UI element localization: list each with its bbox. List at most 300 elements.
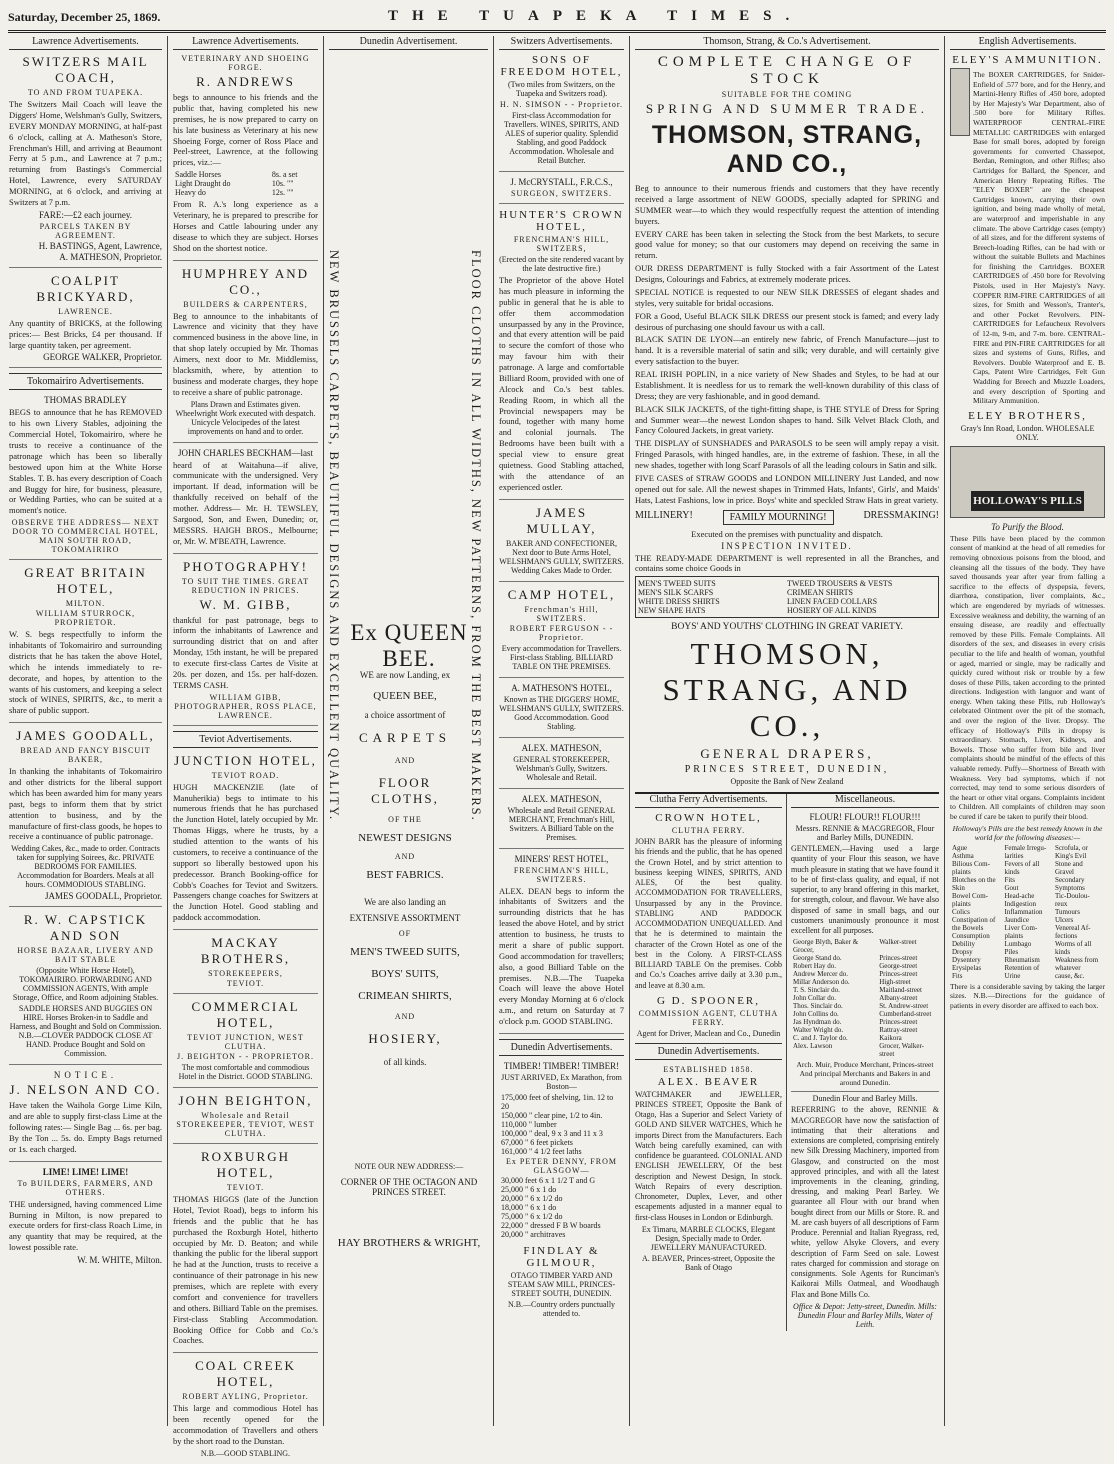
ad-veterinary [173, 54, 318, 261]
list-left [638, 579, 787, 615]
ad-note: N.B.—Country orders punctually attended to. [507, 1299, 616, 1318]
ad-subtitle: TO SUIT THE TIMES. GREAT REDUCTION IN PRICES. [181, 576, 310, 595]
cell: Princes-street [879, 954, 918, 963]
list-item: NEW SHAPE HATS [638, 606, 706, 616]
ad-title: THOMAS BRADLEY [44, 395, 127, 406]
cell: Head-ache [1004, 891, 1035, 900]
cell: John Collar do. [793, 994, 836, 1003]
cartridge-image [950, 68, 970, 136]
bottom-split [635, 792, 939, 1331]
cell: Alex. Lawson [793, 1042, 833, 1051]
ad-title: PHOTOGRAPHY! [183, 558, 308, 574]
cell: Erysipelas [952, 963, 982, 972]
ad-subtitle: TO AND FROM TUAPEKA. [27, 88, 144, 97]
cell: reux [1054, 899, 1068, 908]
cell: Walker-street [879, 938, 917, 947]
ad-name: R. ANDREWS [196, 74, 295, 89]
ad-title: VETERINARY AND SHOEING FORGE. [181, 54, 310, 72]
ad-mackay [173, 935, 318, 994]
ad-roxburgh-hotel [173, 1149, 318, 1353]
ad-title: ELEY'S AMMUNITION. [952, 54, 1103, 66]
ad-paragraph: EVERY CARE has been taken in selecting the Stock from the best Markets, to secure good value for money; so that our customers may depend on receiving the same in return. [635, 228, 939, 261]
table-row [950, 908, 1105, 916]
ad-body: GENTLEMEN,—Having used a large quantity of your Flour this season, we have much pleasure in stating that we have found it to be of first-class quality, and equal, if not superior, to any brand offering in this market, for strength, colour, and flavour. We have also disposed of same in small bags, and our customers unanimously pronounce it most excellent for all purposes. [791, 844, 939, 936]
ad-title: JUNCTION HOTEL, [174, 752, 317, 768]
ad-title: COMMERCIAL HOTEL, [191, 999, 300, 1030]
column-lawrence-2 [168, 36, 324, 1458]
ad-note: N.B.—GOOD STABLING. [200, 1448, 291, 1458]
cell: Fits [952, 971, 963, 980]
ad-title: HUMPHREY AND CO., [181, 265, 310, 297]
cell: Jaundice [1004, 915, 1029, 924]
ad-body: The most comfortable and commodious Hotel in the District. GOOD STABLING. [178, 1063, 313, 1081]
ad-capstick [9, 912, 162, 1065]
table-row [950, 892, 1105, 900]
ad-title: SONS OF FREEDOM HOTEL, [500, 54, 623, 78]
ad-line: We are also landing an [364, 897, 446, 907]
ad-proprietor: ROBERT AYLING, Proprietor. [182, 1392, 309, 1402]
cell: Scrofula, or [1054, 843, 1088, 852]
cell: Saddle Horses [175, 170, 221, 180]
ad-headline: SPRING AND SUMMER TRADE. [645, 101, 929, 116]
table-row [499, 1185, 624, 1194]
queen-bee-footer [330, 1160, 488, 1251]
testimonial-table [791, 938, 939, 1058]
ad-title: J. NELSON AND CO. [9, 1082, 162, 1098]
table-row [950, 932, 1105, 940]
cell: Colics [952, 907, 970, 916]
ad-subtitle: FRENCHMAN'S HILL, SWITZERS. [513, 865, 610, 884]
section-header: Dunedin Advertisements. [635, 1043, 782, 1060]
section-header: English Advertisements. [950, 36, 1105, 50]
cell: George Stand do. [793, 954, 842, 963]
section-header: Lawrence Advertisements. [173, 36, 318, 50]
ad-body: This large and commodious Hotel has been recently opened for the accommodation of Travellers and others by the short road to the Dunstan. [173, 1403, 318, 1446]
price-table [173, 170, 318, 197]
issue-date: Saturday, December 25, 1869. [8, 10, 161, 24]
table-row [499, 1212, 624, 1221]
cell: kinds [1054, 947, 1071, 956]
ad-subtitle: Wholesale and Retail STOREKEEPER, TEVIOT, WEST CLUTHA. [176, 1111, 315, 1138]
table-row [791, 994, 939, 1002]
ad-commercial-hotel [173, 999, 318, 1088]
table-row [173, 179, 318, 188]
ad-subtitle: TEVIOT. [226, 1183, 265, 1192]
ad-address: OBSERVE THE ADDRESS— NEXT DOOR TO COMMERCIAL HOTEL, MAIN SOUTH ROAD, TOKOMAIRIRO [11, 518, 160, 555]
cell: Constipation of [952, 915, 996, 924]
table-row [950, 844, 1105, 852]
ad-subtitle: BREAD AND FANCY BISCUIT BAKER, [20, 746, 151, 765]
ad-location: TEVIOT. [226, 979, 265, 988]
table-row [950, 868, 1105, 876]
ad-line: NEWEST DESIGNS [358, 832, 452, 844]
cell: Dropsy [952, 947, 973, 956]
ad-subtitle: CLUTHA FERRY. [671, 826, 746, 836]
cell: 110,000 " lumber [501, 1119, 557, 1129]
cell: Stone and [1054, 859, 1083, 868]
ad-line: OF [398, 929, 412, 938]
cell: plaints [952, 899, 971, 908]
ad-title: CROWN HOTEL, [655, 812, 762, 825]
ad-subtitle: BAKER AND CONFECTIONER, Next door to Bute Arms Hotel, WELSHMAN'S GULLY, SWITZERS. Wedding Cakes Made to Order. [499, 538, 624, 575]
ad-line: MEN'S TWEED SUITS, [350, 946, 460, 958]
table-row [499, 1093, 624, 1111]
ad-title: ROXBURGH HOTEL, [201, 1149, 290, 1180]
cell: cause, &c. [1054, 971, 1085, 980]
ad-subtitle: BUILDERS & CARPENTERS, [183, 299, 308, 309]
ad-footer: Office & Depot: Jetty-street, Dunedin. Mills: Dunedin Flour and Barley Mills, Water of Leith. [793, 1301, 937, 1329]
disease-table [950, 844, 1105, 980]
ad-title: ALEX. BEAVER [657, 1075, 760, 1088]
queen-bee-ad [346, 668, 464, 1069]
section-header: Dunedin Advertisement. [329, 36, 488, 50]
ad-mccrystall [499, 177, 624, 204]
ad-body: The Proprietor of the above Hotel has much pleasure in informing the public in general that he is able to offer them accommodation unsurpassed by any in the Province, and that every attention will be paid to secure the comfort of those who may favour him with their patronage. A large and comfortable Billiard Room, provided with one of Alcock and Co.'s best tables. Reading Room, in which all the Provincial newspapers may be found, together with many home and colonial journals. The Bedrooms have been built with a special view to ensure great quietness. Good Stabling attached, with the attendance of an experienced ostler. [499, 275, 624, 492]
ad-title: GREAT BRITAIN HOTEL, [24, 565, 147, 597]
ad-subtitle: SUITABLE FOR THE COMING [721, 90, 853, 99]
cell: Gravel [1054, 867, 1074, 876]
millinery-row [635, 510, 939, 525]
cell: 150,000 " clear pine, 1/2 to 4in. [501, 1110, 603, 1120]
list-right [787, 579, 936, 615]
holloway-engraving [950, 446, 1105, 518]
ad-signature: GEORGE WALKER, Proprietor. [43, 352, 162, 363]
ad-title: CAMP HOTEL, [507, 586, 616, 602]
cell: Skin [952, 883, 965, 892]
ad-coal-creek-hotel [173, 1358, 318, 1464]
table-row [950, 940, 1105, 948]
column-english [945, 36, 1110, 1426]
ad-body: Beg to announce to the inhabitants of Lawrence and vicinity that they have commenced business in the above line, in that shop lately occupied by Mr. Thomas Aimers, next door to Mr. Middlemiss, blacksmith, where, by attention to business and moderate charges, they hope to receive a share of public patronage. [173, 310, 318, 397]
table-row [950, 964, 1105, 972]
ad-sons-of-freedom [499, 54, 624, 172]
ad-note: NOTE OUR NEW ADDRESS:— [354, 1162, 464, 1171]
table-row [791, 1042, 939, 1058]
cell: 22,000 " dressed F B W boards [501, 1220, 601, 1230]
ad-note: BOYS' AND YOUTHS' CLOTHING IN GREAT VARIETY. [671, 622, 903, 633]
ad-lime [9, 1167, 162, 1270]
ad-subtitle: Messrs. RENNIE & MACGREGOR, Flour and Barley Mills, DUNEDIN. [795, 824, 935, 843]
ad-body: THE undersigned, having commenced Lime Burning in Milton, is now prepared to execute orders for first-class Roach Lime, in any quantity that may be required, at the lowest possible rate. [9, 1198, 162, 1253]
ad-body: Beg to announce to their numerous friends and customers that they have recently received a large assortment of NEW GOODS, specially adapted for SPRING and SUMMER wear—to which they would respectfully request the attention of intending buyers. [635, 183, 939, 226]
rotated-floorcloths-text: FLOOR CLOTHS IN ALL WIDTHS, NEW PATTERNS, FROM THE BEST MAKERS. [469, 250, 483, 822]
ad-paragraph: THE DISPLAY of SUNSHADES and PARASOLS to be seen will amply repay a visit. Fringed Parasols, with hinged handles, are, in the extreme of fashion. These, in all the new shades, together with long Scarf Parasols of all the leading colours in Satin and silk. [635, 438, 939, 470]
cell: Albany-street [879, 994, 918, 1003]
table-row [950, 972, 1105, 980]
ad-headline: COMPLETE CHANGE OF STOCK [657, 54, 917, 87]
queen-bee-title: Ex QUEEN BEE. [350, 620, 468, 671]
ad-proprietor: J. BEIGHTON - - PROPRIETOR. [177, 1052, 314, 1061]
ad-note: PARCELS TAKEN BY AGREEMENT. [39, 221, 132, 240]
ad-title: HUNTER'S CROWN HOTEL, [499, 209, 624, 233]
ad-address: PRINCES STREET, DUNEDIN, [684, 764, 890, 776]
ad-body: Any quantity of BRICKS, at the following prices:— Best Bricks, £4 per thousand. If large quantity taken, per agreement. [9, 317, 162, 350]
cell: 75,000 " 6 x 1/2 do [501, 1211, 563, 1221]
cell: Weakness from [1054, 955, 1099, 964]
timber-table [499, 1093, 624, 1156]
table-row [173, 170, 318, 179]
ad-subtitle: Known as THE DIGGERS' HOME, WELSHMAN'S GULLY, SWITZERS. Good Accommodation. Good Stabling. [499, 694, 624, 731]
table-row [791, 986, 939, 994]
ad-nelson [9, 1070, 162, 1161]
ad-note: INSPECTION INVITED. [721, 540, 853, 551]
cell: Venereal Af- [1054, 923, 1091, 932]
ad-proprietor: ROBERT FERGUSON - - Proprietor. [509, 623, 614, 642]
ad-subtitle: COMMISSION AGENT, CLUTHA FERRY. [638, 1008, 779, 1027]
mourning-label: FAMILY MOURNING! [723, 510, 834, 525]
list-item: HOSIERY OF ALL KINDS [787, 606, 877, 616]
ad-body: thankful for past patronage, begs to inform the inhabitants of Lawrence and surrounding district that on and after Monday, 15th instant, he will be prepared to execute first-class Cartes de Visite at 20s. per dozen, and 15s. per half-dozen. TERMS CASH. [173, 614, 318, 690]
rotated-carpets-text: NEW BRUSSELS CARPETS, BEAUTIFUL DESIGNS AND EXCELLENT QUALITY. [327, 250, 341, 822]
cell: Lumbago [1004, 939, 1032, 948]
ad-title: ALEX. MATHESON, [521, 793, 602, 804]
ad-timber [499, 1061, 624, 1324]
ad-note: Opposite the Bank of New Zealand [730, 777, 844, 787]
cell: Gout [1004, 883, 1019, 892]
ad-subtitle: GENERAL DRAPERS, [700, 746, 874, 762]
ad-subtitle: LAWRENCE. [58, 306, 113, 316]
ad-name: W. M. GIBB, [199, 596, 292, 612]
ad-body: THOMAS HIGGS (late of the Junction Hotel, Teviot Road), begs to inform his friends and the public that he has purchased the Roxburgh Hotel, hitherto occupied by Mr. D. Beaton; and while thanking the public for the liberal support he had at the Junction, trusts to receive a continuance of their patronage in his new premises, which are replete with every comfort and convenience for travellers and others. Billiard Table on the premises. First-class Stabling Accommodation. Booking Office for Cobb and Co.'s Coaches. [173, 1194, 318, 1346]
cell: Female Irregu- [1004, 843, 1047, 852]
table-row [499, 1111, 624, 1120]
ad-line: AND [394, 852, 416, 861]
cell: Consumption [952, 931, 990, 940]
table-row [499, 1147, 624, 1156]
ad-brickyard [9, 273, 162, 369]
cell: C. and J. Taylor do. [793, 1034, 848, 1043]
ad-body: In thanking the inhabitants of Tokomairiro and other districts for the liberal support which has been awarded him for many years past, begs to inform them that by strict attention to business, and by the manufacture of first-class goods, he hopes to receive a continuance of public patronage. [9, 766, 162, 842]
cell: larities [1004, 851, 1024, 860]
cell: Jas Hyndman do. [793, 1018, 842, 1027]
ad-body: Agent for Driver, Maclean and Co., Dunedin [636, 1028, 781, 1038]
cell: Piles [1004, 947, 1019, 956]
ad-title: JOHN BEIGHTON, [178, 1093, 313, 1108]
ad-subtitle: Ex PETER DENNY, FROM GLASGOW— [506, 1156, 617, 1175]
cell: Debility [952, 939, 975, 948]
cell: whatever [1054, 963, 1081, 972]
table-row [791, 1034, 939, 1042]
ad-title: A. MATHESON'S HOTEL, [511, 682, 612, 693]
section-header: Miscellaneous. [791, 794, 939, 808]
spacer [329, 54, 488, 614]
ad-signature: WILLIAM GIBB, PHOTOGRAPHER, ROSS PLACE, LAWRENCE. [174, 692, 317, 720]
ad-subtitle: (Two miles from Switzers, on the Tuapeka and Switzers road). [508, 80, 615, 98]
cell: 175,000 feet of shelving, 1in. 12 to 20 [501, 1092, 614, 1111]
clutha-half [635, 794, 787, 1331]
ad-paragraph: BLACK SILK JACKETS, of the tight-fitting shape, is THE STYLE of Dress for Spring and Summer wear—the newest London shapes to hand. Silk Velvet Black Cloth, and Fancy Coloured Jackets, in great variety. [635, 403, 939, 436]
ad-title: MACKAY BROTHERS, [200, 935, 291, 966]
section-header: Tokomairiro Advertisements. [9, 373, 162, 390]
table-row [950, 884, 1105, 892]
ad-line: BEST FABRICS. [366, 869, 444, 881]
ad-line: of all kinds. [383, 1057, 427, 1067]
ad-address: CORNER OF THE OCTAGON AND PRINCES STREET. [340, 1177, 478, 1197]
table-row [173, 188, 318, 197]
cell: Tic-Doulou- [1054, 891, 1090, 900]
ad-body: JOHN BARR has the pleasure of informing his friends and the public, that he has opened the Crown Hotel, and by strict attention to business keeping WINES, SPIRITS, AND ALES, Of the best quality. ACCOMMODATION FOR TRAVELLERS, Unsurpassed by any in the Province. STABLING AND PADDOCK ACCOMMODATION UNEQUALLED. And that he is determined to maintain the character of the Crown Hotel as one of the best in the Colony. A FIRST-CLASS BILLIARD TABLE On the premises. Cobb and Co.'s Coaches arrive daily at 3.30 p.m., and leave at 8.30 a.m. [635, 837, 782, 990]
cell: fections [1054, 931, 1078, 940]
ad-signature: A. MATHESON, Proprietor. [59, 251, 162, 262]
ad-line: QUEEN BEE, [373, 690, 437, 702]
table-row [950, 852, 1105, 860]
ad-body: The Switzers Mail Coach will leave the Diggers' Home, Welshman's Gully, Switzers, EVERY MONDAY MORNING, at half-past 6 o'clock, calling at A. Matheson's Store, Frenchman's Hill, and arriving at Beaumont Ferry at 5 p.m., and Lawrence at 7 p.m.; returning from Bastings's Commercial Hotel, Lawrence, every SATURDAY MORNING, at 6 o'clock, and arriving at Switzers at 7 p.m. [9, 99, 162, 207]
cell: 67,000 " 6 feet pickets [501, 1137, 573, 1147]
table-row [791, 1002, 939, 1010]
ad-line: AND [394, 1012, 416, 1021]
ad-junction-hotel [173, 753, 318, 930]
cell: 20,000 " 6 x 1/2 do [501, 1193, 563, 1203]
ad-subtitle: TEVIOT ROAD. [211, 770, 280, 780]
ad-body: REFERRING to the above, RENNIE & MACGREGOR have now the satisfaction of intimating that their alterations and extensions are completed, comprising entirely new Silk Dressing Machinery, imported from Glasgow, and constructed on the most approved principles, and with all the latest improvements in the cleaning, grinding, dressing, and making Pearl Barley. We guarantee all Flour with our brand when bought direct from our Mills or Store. R. and M. are cash buyers of all descriptions of Farm Produce. Perennial and Italian Ryegrass, red, white, yellow Alsyke Clovers, and every description of Farm Seed on sale. Lowest rates charged for commission and storage on consignments. Sole Agents for Runciman's Kaikorai Mills Oatmeal, and Woodhaugh Flax and Bone Mills Co. [791, 1105, 939, 1299]
ad-subtitle: To Purify the Blood. [991, 521, 1064, 532]
table-row [499, 1194, 624, 1203]
cell: John Collins do. [793, 1010, 839, 1019]
ad-note: Executed on the premises with punctuality and dispatch. [691, 528, 883, 539]
ad-signature: W. M. WHITE, Milton. [77, 1255, 162, 1265]
ad-title: LIME! LIME! LIME! [42, 1166, 129, 1177]
ad-proprietor: WILLIAM STURROCK, PROPRIETOR. [35, 609, 136, 628]
ad-subtitle: JUST ARRIVED, Ex Marathon, from Boston— [501, 1072, 622, 1091]
cell: Worms of all [1054, 939, 1092, 948]
ad-line: CARPETS [358, 730, 452, 745]
ad-firm: FINDLAY & GILMOUR, [523, 1244, 600, 1269]
cell: Andrew Mercer do. [793, 970, 849, 979]
section-header: Thomson, Strang, & Co.'s Advertisement. [635, 36, 939, 50]
ad-line: a choice assortment of [364, 710, 446, 720]
ad-title: R. W. CAPSTICK AND SON [23, 912, 148, 944]
list-item: MEN'S SILK SCARFS [638, 588, 714, 598]
cell: Cumberland-street [879, 1010, 932, 1019]
ad-body: Have taken the Waihola Gorge Lime Kiln, and are able to supply first-class Lime at the following rates:— Single Bag ... 6s. per bag. By the Ton ... 5s. do. Empty Bags returned or 1s. each charged. [9, 1100, 162, 1154]
ad-body: heard of at Waitahuna—if alive, communicate with the undersigned. Very important. If dead, information will be thankfully received on behalf of the mother. Address— Mr. H. TEWSLEY, Sargood, Son, and Ewen, Dunedin; or, MESSRS. HAIGH BROS., Melbourne; or, Mr. W. M'BEATH, Lawrence. [173, 459, 318, 546]
ad-body: Every accommodation for Travellers. First-class Stabling. BILLIARD TABLE ON THE PREMISES. [501, 643, 622, 671]
ad-note: (Erected on the site rendered vacant by the late destructive fire.) [499, 255, 624, 273]
table-row [499, 1221, 624, 1230]
table-row [950, 956, 1105, 964]
ad-proprietor: H. N. SIMSON - - Proprietor. [499, 100, 624, 109]
cell: Rattray-street [879, 1026, 918, 1035]
ad-subtitle: OTAGO TIMBER YARD AND STEAM SAW MILL, PRINCES-STREET SOUTH, DUNEDIN. [507, 1270, 616, 1298]
cell: Tumours [1054, 907, 1080, 916]
ad-subtitle: STOREKEEPERS, [208, 969, 283, 978]
table-row [499, 1138, 624, 1147]
ad-firm: THOMSON, STRANG, AND CO., [662, 636, 912, 744]
ad-subtitle: SURGEON, SWITZERS. [511, 189, 612, 198]
table-row [499, 1203, 624, 1212]
ad-miners-rest [499, 854, 624, 1034]
ad-body: (Opposite White Horse Hotel), TOKOMAIRIRO. FORWARDING AND COMMISSION AGENTS, With ample Storage, Office, and Room adjoining Stables. [12, 966, 159, 1003]
misc-half [787, 794, 939, 1331]
ad-line: FLOOR CLOTHS, [371, 775, 439, 806]
cell: Robert Hay do. [793, 962, 836, 971]
cell: George-street [879, 962, 918, 971]
ad-photography [173, 559, 318, 726]
cell: Liver Com- [1004, 923, 1038, 932]
ad-body: begs to announce to his friends and the public that, having completed his new premises, he is now prepared to carry on his late business as Veterinary at his new Shoeing Forge, corner of Ross Place and Peel-street, Lawrence, at the following prices, viz.:— [173, 92, 318, 168]
cell: Maitland-street [879, 986, 922, 995]
millinery-label: MILLINERY! [635, 509, 693, 521]
ad-title: Dunedin Flour and Barley Mills. [791, 1091, 939, 1103]
ad-title: G D. SPOONER, [656, 994, 760, 1007]
ad-matheson-merchant [499, 794, 624, 849]
list-item: MEN'S TWEED SUITS [638, 579, 716, 589]
ad-subtitle: Frenchman's Hill, SWITZERS. [524, 604, 599, 623]
ad-title: JOHN CHARLES BECKHAM—last [177, 447, 313, 458]
cell: Heavy do [175, 188, 206, 198]
ad-line: AND [394, 756, 416, 765]
cell: kinds [1004, 867, 1020, 876]
ad-firm: ELEY BROTHERS, [968, 409, 1087, 422]
ad-line: CRIMEAN SHIRTS, [358, 990, 452, 1002]
cell: Princes-street [879, 1018, 918, 1027]
cell: Blotches on the [952, 875, 996, 884]
table-row [950, 916, 1105, 924]
ad-list-title: Holloway's Pills are the best remedy known in the world for the following diseases:— [952, 823, 1103, 842]
cell: Bowel Com- [952, 891, 988, 900]
cell: Bilious Com- [952, 859, 990, 868]
ad-beckham [173, 448, 318, 554]
table-row [791, 1026, 939, 1034]
ad-subtitle: To BUILDERS, FARMERS, AND OTHERS. [17, 1178, 154, 1197]
ad-subtitle: HORSE BAZAAR, LIVERY AND BAIT STABLE [17, 946, 154, 965]
cell: 8s. a set [271, 170, 298, 180]
ad-signature: JAMES GOODALL, Proprietor. [45, 891, 162, 902]
ad-humphrey [173, 266, 318, 443]
ad-firm: HAY BROTHERS & WRIGHT, [337, 1237, 481, 1249]
cell: Fevers of all [1004, 859, 1040, 868]
cell: Walter Wright do. [793, 1026, 844, 1035]
cell: Ulcers [1054, 915, 1074, 924]
list-item: TWEED TROUSERS & VESTS [787, 579, 893, 589]
cell: plaints [1004, 931, 1024, 940]
table-row [499, 1129, 624, 1138]
cell: 18,000 " 6 x 1 do [501, 1202, 557, 1212]
dressmaking-label: DRESSMAKING! [863, 509, 939, 521]
ad-title: J. McCRYSTALL, F.R.C.S., [510, 177, 613, 187]
table-row [791, 954, 939, 962]
cell: Kaikora [879, 1034, 902, 1043]
ad-notice: NOTICE. [53, 1070, 118, 1081]
cell: Urine [1004, 971, 1021, 980]
table-row [950, 860, 1105, 868]
cell: Ague [952, 843, 968, 852]
cell: 20,000 " architraves [501, 1229, 566, 1239]
cell: Millar Anderson do. [793, 978, 850, 987]
ad-title: JAMES GOODALL, [16, 728, 155, 744]
ad-subtitle: MILTON. [65, 599, 106, 609]
section-header: Switzers Advertisements. [499, 36, 624, 50]
ad-title: JAMES MULLAY, [526, 504, 597, 536]
table-row [791, 938, 939, 954]
ad-firm: THOMSON, STRANG, AND CO., [651, 121, 923, 178]
table-row [499, 1176, 624, 1185]
cell: Princes-street [879, 970, 918, 979]
cell: Retention of [1004, 963, 1040, 972]
ad-extra: Ex Timaru, MARBLE CLOCKS, Elegant Design, Specially made to Order. JEWELLERY MANUFACTURED. [641, 1224, 776, 1252]
ad-signature: H. BASTINGS, Agent, Lawrence, [38, 240, 162, 251]
table-row [950, 900, 1105, 908]
ad-body: HUGH MACKENZIE (late of Manuherikia) begs to intimate to his numerous friends that he has purchased the Junction Hotel, lately occupied by Mr. Thomas Higgs, where he trusts, by a studied attention to the wants of his customers, to receive a continuance of the support so liberally bestowed upon his predecessor. Branch Booking-office for Cobb's Coaches for Teviot and Switzers. Passengers change coaches for Switzers at the Junction Hotel. Good stabling and paddock accommodation. [173, 781, 318, 923]
column-lawrence-1 [4, 36, 168, 1426]
ad-body: BEGS to announce that he has REMOVED to his own Livery Stables, adjoining the Commercial Hotel, Tokomairiro, where he trusts to receive a continuance of the patronage which has been so liberally bestowed upon him at the White Horse Stables. T. B. has every description of Coach and Buggy for hire, for business, pleasure, or Wedding Parties, who can be suited at a moment's notice. [9, 407, 162, 516]
cell: St. Andrew-street [879, 1002, 929, 1011]
ad-body: The BOXER CARTRIDGES, for Snider-Enfield of .577 bore, and for the Henry, and Martini-Henry Rifles of .450 bore, adopted by Her Majesty's War Department, also of .500 bore for Military Rifles. WATERPROOF CENTRAL-FIRE METALLIC CARTRIDGES with enlarged Base for small bores, adopted by foreign governments for converted Chassepot, Berdan, Remington, and other Rifles; also Cartridges for Ballard, the Spencer, and American Henry Repeating Rifles. The "ELEY BOXER" are the cheapest Cartridges known, carrying their own ignition, and being made wholly of metal, are waterproof and imperishable in any climate. The above Cartridge cases (empty) of all sizes, and for the different systems of Breech-loading Rifles, can be had with or without the suitable Bullets and Machines for finishing the Cartridges. BOXER CARTRIDGES of .450 bore for Revolving Pistols, used in Her Majesty's Navy. COPPER RIM-FIRE CARTRIDGES of all sizes, for Smith and Wesson's, Tranter's, and other Pocket Revolvers. PIN-CARTRIDGES for Lefaucheux Revolvers of 12-m, 9-m, and 7-m. bore. CENTRAL-FIRE and PIN-FIRE CARTRIDGES for all sizes and systems of Guns, Rifles, and Revolvers. Double Waterproof and E. B. Caps, Patent Wire Cartridges, Felt Gun Wadding for Breech and Muzzle Loaders, and every description of Sporting and Military Ammunition. [973, 70, 1105, 406]
ad-title: FLOUR! FLOUR!! FLOUR!!! [809, 812, 921, 823]
table-row [499, 1230, 624, 1239]
ad-footer: There is a considerable saving by taking the larger sizes. N.B.—Directions for the guidance of patients in every disorder are affixed to each box. [950, 981, 1105, 1010]
cell: 25,000 " 6 x 1 do [501, 1184, 557, 1194]
